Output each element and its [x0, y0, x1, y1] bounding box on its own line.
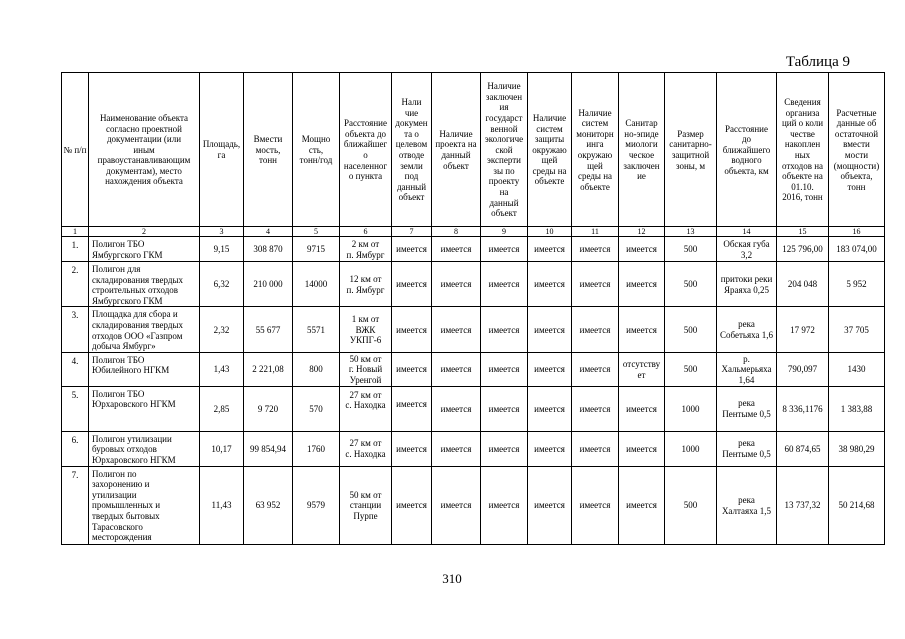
- cell-sanitary-conclusion: отсутству ет: [619, 352, 665, 386]
- cell-annual-throughput: 14000: [293, 262, 340, 307]
- column-number: 14: [717, 227, 777, 237]
- cell-environmental-protection-system: имеется: [528, 262, 572, 307]
- cell-sanitary-zone-size: 500: [665, 466, 717, 544]
- column-number: 5: [293, 227, 340, 237]
- header-sanitary-conclusion: Санитар но-эпиде миологи ческое заключен ие: [619, 73, 665, 227]
- cell-ecological-expertise: имеется: [481, 237, 528, 262]
- cell-annual-throughput: 9715: [293, 237, 340, 262]
- header-distance-to-settlement: Расстояние объекта до ближайшег о населенног о пункта: [340, 73, 392, 227]
- column-number-row: [62, 227, 885, 237]
- cell-row-number: 7.: [62, 466, 89, 544]
- cell-annual-throughput: 9579: [293, 466, 340, 544]
- table-title: Таблица 9: [785, 54, 850, 70]
- cell-accumulated-waste: 13 737,32: [777, 466, 829, 544]
- cell-environmental-monitoring-system: имеется: [572, 386, 619, 431]
- cell-row-number: 3.: [62, 307, 89, 352]
- cell-sanitary-conclusion: имеется: [619, 431, 665, 466]
- column-number: 3: [200, 227, 244, 237]
- cell-project: имеется: [432, 307, 481, 352]
- column-number: 7: [392, 227, 432, 237]
- cell-land-allotment-document: имеется: [392, 352, 432, 386]
- cell-remaining-capacity: 50 214,68: [829, 466, 885, 544]
- cell-environmental-protection-system: имеется: [528, 237, 572, 262]
- column-number: 13: [665, 227, 717, 237]
- column-number: 1: [62, 227, 89, 237]
- cell-distance-to-water-body: река Собетьяха 1,6: [717, 307, 777, 352]
- cell-ecological-expertise: имеется: [481, 352, 528, 386]
- cell-remaining-capacity: 38 980,29: [829, 431, 885, 466]
- column-number: 16: [829, 227, 885, 237]
- cell-area: 2,32: [200, 307, 244, 352]
- cell-ecological-expertise: имеется: [481, 307, 528, 352]
- cell-distance-to-water-body: река Халтаяха 1,5: [717, 466, 777, 544]
- cell-capacity: 63 952: [244, 466, 293, 544]
- cell-annual-throughput: 1760: [293, 431, 340, 466]
- cell-annual-throughput: 570: [293, 386, 340, 431]
- cell-object-name: Полигон ТБО Юрхаровского НГКМ: [89, 386, 200, 431]
- cell-annual-throughput: 800: [293, 352, 340, 386]
- cell-area: 2,85: [200, 386, 244, 431]
- cell-area: 1,43: [200, 352, 244, 386]
- column-number: 4: [244, 227, 293, 237]
- cell-project: имеется: [432, 431, 481, 466]
- header-annual-throughput: Мощно сть, тонн/год: [293, 73, 340, 227]
- table-row: [62, 352, 885, 386]
- cell-project: имеется: [432, 237, 481, 262]
- cell-sanitary-conclusion: имеется: [619, 386, 665, 431]
- cell-distance-to-water-body: река Пентыме 0,5: [717, 386, 777, 431]
- waste-facilities-table: [61, 72, 885, 545]
- table-row: [62, 307, 885, 352]
- cell-environmental-protection-system: имеется: [528, 386, 572, 431]
- cell-sanitary-zone-size: 500: [665, 262, 717, 307]
- column-number: 11: [572, 227, 619, 237]
- column-number: 8: [432, 227, 481, 237]
- cell-accumulated-waste: 204 048: [777, 262, 829, 307]
- page-number: 310: [442, 571, 462, 586]
- cell-sanitary-zone-size: 500: [665, 307, 717, 352]
- cell-project: имеется: [432, 466, 481, 544]
- cell-land-allotment-document: имеется: [392, 386, 432, 431]
- cell-sanitary-zone-size: 1000: [665, 431, 717, 466]
- cell-sanitary-zone-size: 1000: [665, 386, 717, 431]
- cell-distance-to-water-body: река Пентыме 0,5: [717, 431, 777, 466]
- table-row: [62, 262, 885, 307]
- header-project: Наличие проекта на данный объект: [432, 73, 481, 227]
- cell-environmental-monitoring-system: имеется: [572, 352, 619, 386]
- cell-ecological-expertise: имеется: [481, 431, 528, 466]
- cell-capacity: 210 000: [244, 262, 293, 307]
- cell-distance-to-settlement: 1 км от ВЖК УКПГ-6: [340, 307, 392, 352]
- cell-object-name: Площадка для сбора и складирования твердых отходов ООО «Газпром добыча Ямбург»: [89, 307, 200, 352]
- cell-capacity: 55 677: [244, 307, 293, 352]
- cell-distance-to-settlement: 2 км от п. Ямбург: [340, 237, 392, 262]
- cell-row-number: 1.: [62, 237, 89, 262]
- cell-accumulated-waste: 8 336,1176: [777, 386, 829, 431]
- cell-sanitary-conclusion: имеется: [619, 237, 665, 262]
- header-land-allotment-document: Нали чие докумен та о целевом отводе земли под данный объект: [392, 73, 432, 227]
- cell-object-name: Полигон для складирования твердых строительных отходов Ямбургского ГКМ: [89, 262, 200, 307]
- cell-sanitary-conclusion: имеется: [619, 307, 665, 352]
- cell-land-allotment-document: имеется: [392, 307, 432, 352]
- column-number: 15: [777, 227, 829, 237]
- table-row: [62, 237, 885, 262]
- header-area: Площадь, га: [200, 73, 244, 227]
- cell-environmental-monitoring-system: имеется: [572, 262, 619, 307]
- cell-row-number: 6.: [62, 431, 89, 466]
- cell-object-name: Полигон по захоронению и утилизации промышленных и твердых бытовых Тарасовского месторождения: [89, 466, 200, 544]
- cell-ecological-expertise: имеется: [481, 386, 528, 431]
- cell-ecological-expertise: имеется: [481, 262, 528, 307]
- cell-accumulated-waste: 60 874,65: [777, 431, 829, 466]
- cell-capacity: 2 221,08: [244, 352, 293, 386]
- cell-sanitary-zone-size: 500: [665, 237, 717, 262]
- cell-capacity: 99 854,94: [244, 431, 293, 466]
- cell-distance-to-settlement: 50 км от станции Пурпе: [340, 466, 392, 544]
- cell-land-allotment-document: имеется: [392, 237, 432, 262]
- cell-area: 11,43: [200, 466, 244, 544]
- cell-row-number: 5.: [62, 386, 89, 431]
- cell-environmental-monitoring-system: имеется: [572, 466, 619, 544]
- column-number: 12: [619, 227, 665, 237]
- header-distance-to-water-body: Расстояние до ближайшего водного объекта, км: [717, 73, 777, 227]
- cell-environmental-monitoring-system: имеется: [572, 307, 619, 352]
- cell-remaining-capacity: 183 074,00: [829, 237, 885, 262]
- header-object-name: Наименование объекта согласно проектной документации (или иным правоустанавливающим документам), место нахождения объекта: [89, 73, 200, 227]
- header-row: [62, 73, 885, 227]
- cell-land-allotment-document: имеется: [392, 431, 432, 466]
- cell-object-name: Полигон ТБО Юбилейного НГКМ: [89, 352, 200, 386]
- cell-distance-to-water-body: притоки реки Яраяха 0,25: [717, 262, 777, 307]
- column-number: 2: [89, 227, 200, 237]
- cell-environmental-protection-system: имеется: [528, 466, 572, 544]
- cell-accumulated-waste: 17 972: [777, 307, 829, 352]
- table-row: [62, 431, 885, 466]
- cell-project: имеется: [432, 352, 481, 386]
- cell-accumulated-waste: 790,097: [777, 352, 829, 386]
- cell-distance-to-settlement: 50 км от г. Новый Уренгой: [340, 352, 392, 386]
- cell-environmental-protection-system: имеется: [528, 431, 572, 466]
- cell-row-number: 2.: [62, 262, 89, 307]
- cell-land-allotment-document: имеется: [392, 466, 432, 544]
- cell-row-number: 4.: [62, 352, 89, 386]
- cell-distance-to-settlement: 12 км от п. Ямбург: [340, 262, 392, 307]
- cell-land-allotment-document: имеется: [392, 262, 432, 307]
- cell-remaining-capacity: 37 705: [829, 307, 885, 352]
- cell-environmental-monitoring-system: имеется: [572, 431, 619, 466]
- cell-distance-to-water-body: р. Хальмерьяха 1,64: [717, 352, 777, 386]
- column-number: 10: [528, 227, 572, 237]
- cell-capacity: 9 720: [244, 386, 293, 431]
- cell-distance-to-settlement: 27 км от с. Находка: [340, 431, 392, 466]
- cell-remaining-capacity: 1430: [829, 352, 885, 386]
- cell-remaining-capacity: 1 383,88: [829, 386, 885, 431]
- cell-object-name: Полигон утилизации буровых отходов Юрхаровского НГКМ: [89, 431, 200, 466]
- header-remaining-capacity: Расчетные данные об остаточной вмести мости (мощности) объекта, тонн: [829, 73, 885, 227]
- cell-ecological-expertise: имеется: [481, 466, 528, 544]
- cell-project: имеется: [432, 386, 481, 431]
- cell-accumulated-waste: 125 796,00: [777, 237, 829, 262]
- cell-environmental-protection-system: имеется: [528, 352, 572, 386]
- cell-distance-to-water-body: Обская губа 3,2: [717, 237, 777, 262]
- cell-project: имеется: [432, 262, 481, 307]
- header-capacity: Вмести мость, тонн: [244, 73, 293, 227]
- column-number: 9: [481, 227, 528, 237]
- cell-annual-throughput: 5571: [293, 307, 340, 352]
- cell-area: 10,17: [200, 431, 244, 466]
- cell-sanitary-conclusion: имеется: [619, 466, 665, 544]
- table-row: [62, 386, 885, 431]
- header-sanitary-zone-size: Размер санитарно- защитной зоны, м: [665, 73, 717, 227]
- column-number: 6: [340, 227, 392, 237]
- header-ecological-expertise: Наличие заключен ия государст венной экологиче ской эксперти зы по проекту на данный объект: [481, 73, 528, 227]
- header-environmental-monitoring-system: Наличие систем мониторн инга окружаю щей среды на объекте: [572, 73, 619, 227]
- header-row-number: № п/п: [62, 73, 89, 227]
- cell-sanitary-zone-size: 500: [665, 352, 717, 386]
- cell-object-name: Полигон ТБО Ямбургского ГКМ: [89, 237, 200, 262]
- cell-sanitary-conclusion: имеется: [619, 262, 665, 307]
- header-accumulated-waste: Сведения организа ций о коли честве накоплен ных отходов на объекте на 01.10. 2016, тонн: [777, 73, 829, 227]
- header-environmental-protection-system: Наличие систем защиты окружаю щей среды на объекте: [528, 73, 572, 227]
- cell-capacity: 308 870: [244, 237, 293, 262]
- cell-area: 6,32: [200, 262, 244, 307]
- cell-area: 9,15: [200, 237, 244, 262]
- cell-environmental-protection-system: имеется: [528, 307, 572, 352]
- cell-remaining-capacity: 5 952: [829, 262, 885, 307]
- cell-distance-to-settlement: 27 км от с. Находка: [340, 386, 392, 431]
- table-row: [62, 466, 885, 544]
- cell-environmental-monitoring-system: имеется: [572, 237, 619, 262]
